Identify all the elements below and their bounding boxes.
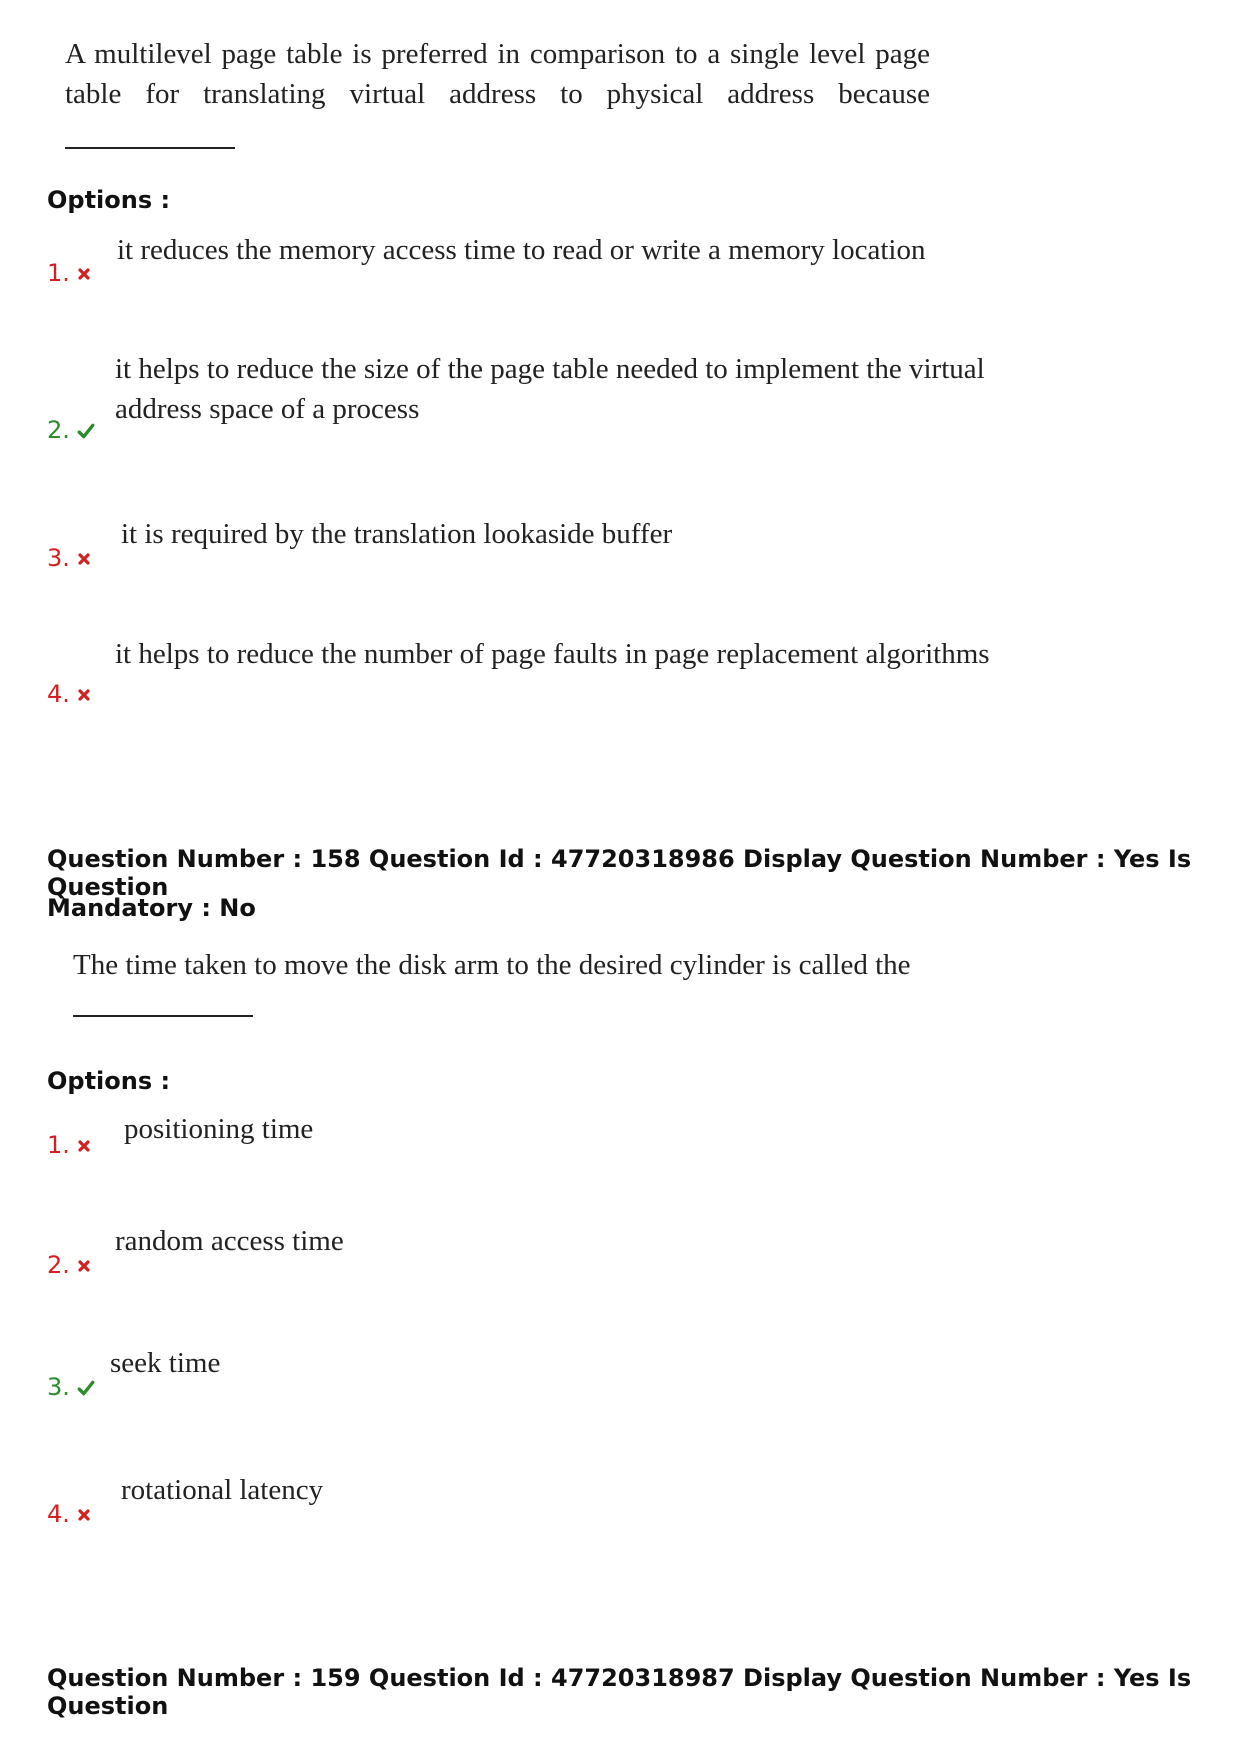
cross-icon [76,1138,92,1154]
cross-icon [76,687,92,703]
option-3-marker [47,544,92,572]
answer-blank [65,147,235,149]
question-157-text-line1: A multilevel page table is preferred in comparison to a single level page [65,38,930,70]
answer-blank [73,1015,253,1017]
option-2-text-line2: address space of a process [115,393,420,425]
option-number: 2. [47,1251,70,1279]
question-159-header-line1: Question Number : 159 Question Id : 47720318987 Display Question Number : Yes Is Question [47,1664,1192,1720]
cross-icon [76,1507,92,1523]
option-2-text: random access time [115,1225,344,1257]
option-3-text: seek time [110,1347,221,1379]
option-4-marker [47,1500,92,1528]
check-icon [76,422,96,440]
check-icon [76,1379,96,1397]
option-4-text: rotational latency [121,1474,324,1506]
question-158-header-line1: Question Number : 158 Question Id : 47720318986 Display Question Number : Yes Is Question [47,845,1192,901]
cross-icon [76,266,92,282]
option-4-text: it helps to reduce the number of page faults in page replacement algorithms [115,638,990,670]
option-1-text: positioning time [124,1113,314,1145]
option-number: 4. [47,1500,70,1528]
option-number: 2. [47,416,70,444]
option-1-text: it reduces the memory access time to read or write a memory location [117,234,926,266]
cross-icon [76,1258,92,1274]
question-158-text: The time taken to move the disk arm to the desired cylinder is called the [73,949,911,981]
option-4-marker [47,680,92,708]
question-158-header-line2: Mandatory : No [47,894,256,922]
option-number: 1. [47,259,70,287]
option-2-marker [47,1251,92,1279]
question-157-text-line2: table for translating virtual address to physical address because [65,78,930,110]
options-label: Options : [47,1067,171,1095]
cross-icon [76,551,92,567]
option-number: 3. [47,544,70,572]
option-1-marker [47,259,92,287]
option-3-text: it is required by the translation lookaside buffer [121,518,673,550]
option-number: 3. [47,1373,70,1401]
option-2-marker [47,416,96,444]
option-number: 1. [47,1131,70,1159]
option-1-marker [47,1131,92,1159]
option-3-marker [47,1373,96,1401]
option-2-text-line1: it helps to reduce the size of the page table needed to implement the virtual [115,353,985,385]
option-number: 4. [47,680,70,708]
options-label: Options : [47,186,171,214]
